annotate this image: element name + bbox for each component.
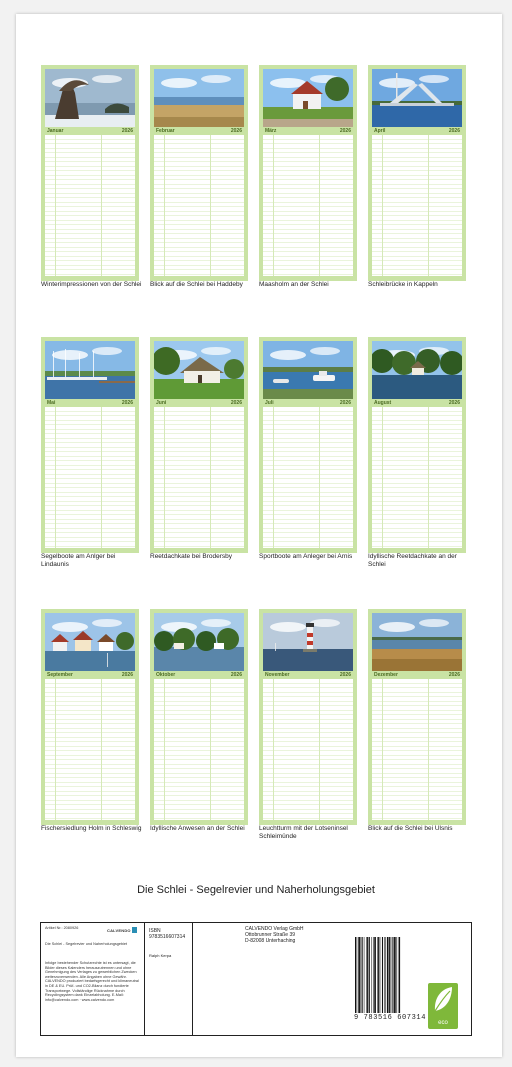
month-header [45, 399, 135, 407]
month-photo [154, 341, 244, 399]
month-card-oktober [150, 609, 248, 825]
isbn: ISBN 9783516607314 [149, 928, 186, 940]
month-caption: Idyllische Anwesen an der Schlei [150, 825, 245, 832]
calvendo-logo [107, 925, 141, 935]
month-caption: Reetdachkate bei Brodersby [150, 553, 233, 560]
leaf-icon [428, 983, 458, 1017]
month-card-juli [259, 337, 357, 553]
month-header [372, 671, 462, 679]
month-caption: Schleibrücke in Kappeln [368, 281, 438, 288]
logo-text: CALVENDO [107, 927, 131, 933]
month-header [45, 671, 135, 679]
month-photo [372, 613, 462, 671]
month-photo [372, 341, 462, 399]
month-caption: Blick auf die Schlei bei Haddeby [150, 281, 243, 288]
month-name: Oktober [156, 672, 176, 678]
month-card-juni [150, 337, 248, 553]
month-day-grid [154, 407, 244, 548]
month-header [263, 399, 353, 407]
publisher-line: Ottobrunner Straße 39 [245, 932, 296, 938]
barcode [354, 937, 426, 1025]
article-number: Artikel Nr.: 2080926 [45, 926, 79, 930]
month-year: 2026 [339, 128, 351, 134]
month-name: Dezember [374, 672, 398, 678]
eco-badge [428, 983, 458, 1029]
product-title: Die Schlei - Segelrevier und Naherholungsgebiet [45, 942, 128, 946]
month-name: Juni [156, 400, 167, 406]
month-card-dezember [368, 609, 466, 825]
month-photo [45, 341, 135, 399]
month-header [45, 127, 135, 135]
month-day-grid [45, 407, 135, 548]
legal-text: Infolge bestehender Schutzrechte ist es untersagt, die Bilder dieses Kalenders herauszutrennen und ohne Genehmigung des Verlages zu gewerblichen Zwecken weiterzuverwenden. Alle Angaben ohne Gewähr. CALVENDO produziert bedarfsgerecht und klimaneutral in DE & EU. Prüf- und CO2-Bilanz durch fundierte Transportwege. Vollständige Rücknahme durch Recyclingsystem dank Einzelabholung. E-Mail: info@calvendo.com · www.calvendo.com [45, 961, 139, 1002]
month-day-grid [372, 135, 462, 276]
month-card-februar [150, 65, 248, 281]
month-name: Juli [265, 400, 274, 406]
barcode-number: 9 783516 607314 [354, 1014, 427, 1022]
month-day-grid [154, 679, 244, 820]
month-name: September [47, 672, 73, 678]
month-caption: Sportboote am Anleger bei Arnis [259, 553, 353, 560]
month-year: 2026 [448, 400, 460, 406]
barcode-bars-icon [354, 937, 426, 1013]
month-photo [263, 69, 353, 127]
month-year: 2026 [339, 400, 351, 406]
publisher-address [245, 926, 304, 944]
month-header [372, 399, 462, 407]
month-header [154, 127, 244, 135]
month-name: März [265, 128, 277, 134]
month-year: 2026 [230, 672, 242, 678]
product-info-cell [41, 923, 145, 1035]
month-card-mai [41, 337, 139, 553]
month-caption: Fischersiedlung Holm in Schleswig [41, 825, 142, 832]
month-card-märz [259, 65, 357, 281]
month-year: 2026 [448, 672, 460, 678]
month-year: 2026 [448, 128, 460, 134]
month-day-grid [263, 407, 353, 548]
month-day-grid [263, 679, 353, 820]
month-name: April [374, 128, 386, 134]
month-day-grid [45, 679, 135, 820]
month-caption: Idyllische Reetdachkate an der Schlei [368, 553, 457, 568]
month-day-grid [45, 135, 135, 276]
month-photo [45, 613, 135, 671]
month-year: 2026 [121, 128, 133, 134]
month-card-september [41, 609, 139, 825]
month-photo [372, 69, 462, 127]
month-year: 2026 [121, 672, 133, 678]
month-year: 2026 [230, 400, 242, 406]
publisher-line: CALVENDO Verlag GmbH [245, 926, 304, 932]
month-year: 2026 [230, 128, 242, 134]
month-name: August [374, 400, 392, 406]
month-header [263, 671, 353, 679]
month-photo [45, 69, 135, 127]
month-photo [263, 613, 353, 671]
month-name: Mai [47, 400, 56, 406]
month-photo [154, 69, 244, 127]
month-year: 2026 [121, 400, 133, 406]
month-caption: Maasholm an der Schlei [259, 281, 329, 288]
month-day-grid [372, 407, 462, 548]
calendar-title: Die Schlei - Segelrevier und Naherholungsgebiet [137, 884, 375, 896]
month-day-grid [372, 679, 462, 820]
month-card-april [368, 65, 466, 281]
month-name: Februar [156, 128, 175, 134]
month-header [372, 127, 462, 135]
author: Ralph Kerpa [149, 953, 172, 958]
isbn-cell [145, 923, 193, 1035]
month-caption: Leuchtturm mit der Lotseninsel Schleimünde [259, 825, 348, 840]
month-day-grid [263, 135, 353, 276]
month-caption: Winterimpressionen von der Schlei [41, 281, 142, 288]
month-header [263, 127, 353, 135]
month-photo [154, 613, 244, 671]
month-day-grid [154, 135, 244, 276]
month-caption: Segelboote am Anlger bei Lindaunis [41, 553, 116, 568]
month-photo [263, 341, 353, 399]
month-header [154, 399, 244, 407]
month-name: November [265, 672, 290, 678]
month-name: Januar [47, 128, 64, 134]
month-card-august [368, 337, 466, 553]
eco-label: eco [438, 1020, 448, 1026]
month-header [154, 671, 244, 679]
publisher-line: D-82008 Unterhaching [245, 938, 296, 944]
month-caption: Blick auf die Schlei bei Ulsnis [368, 825, 453, 832]
logo-mark-icon [132, 927, 137, 933]
month-card-november [259, 609, 357, 825]
month-card-januar [41, 65, 139, 281]
month-year: 2026 [339, 672, 351, 678]
